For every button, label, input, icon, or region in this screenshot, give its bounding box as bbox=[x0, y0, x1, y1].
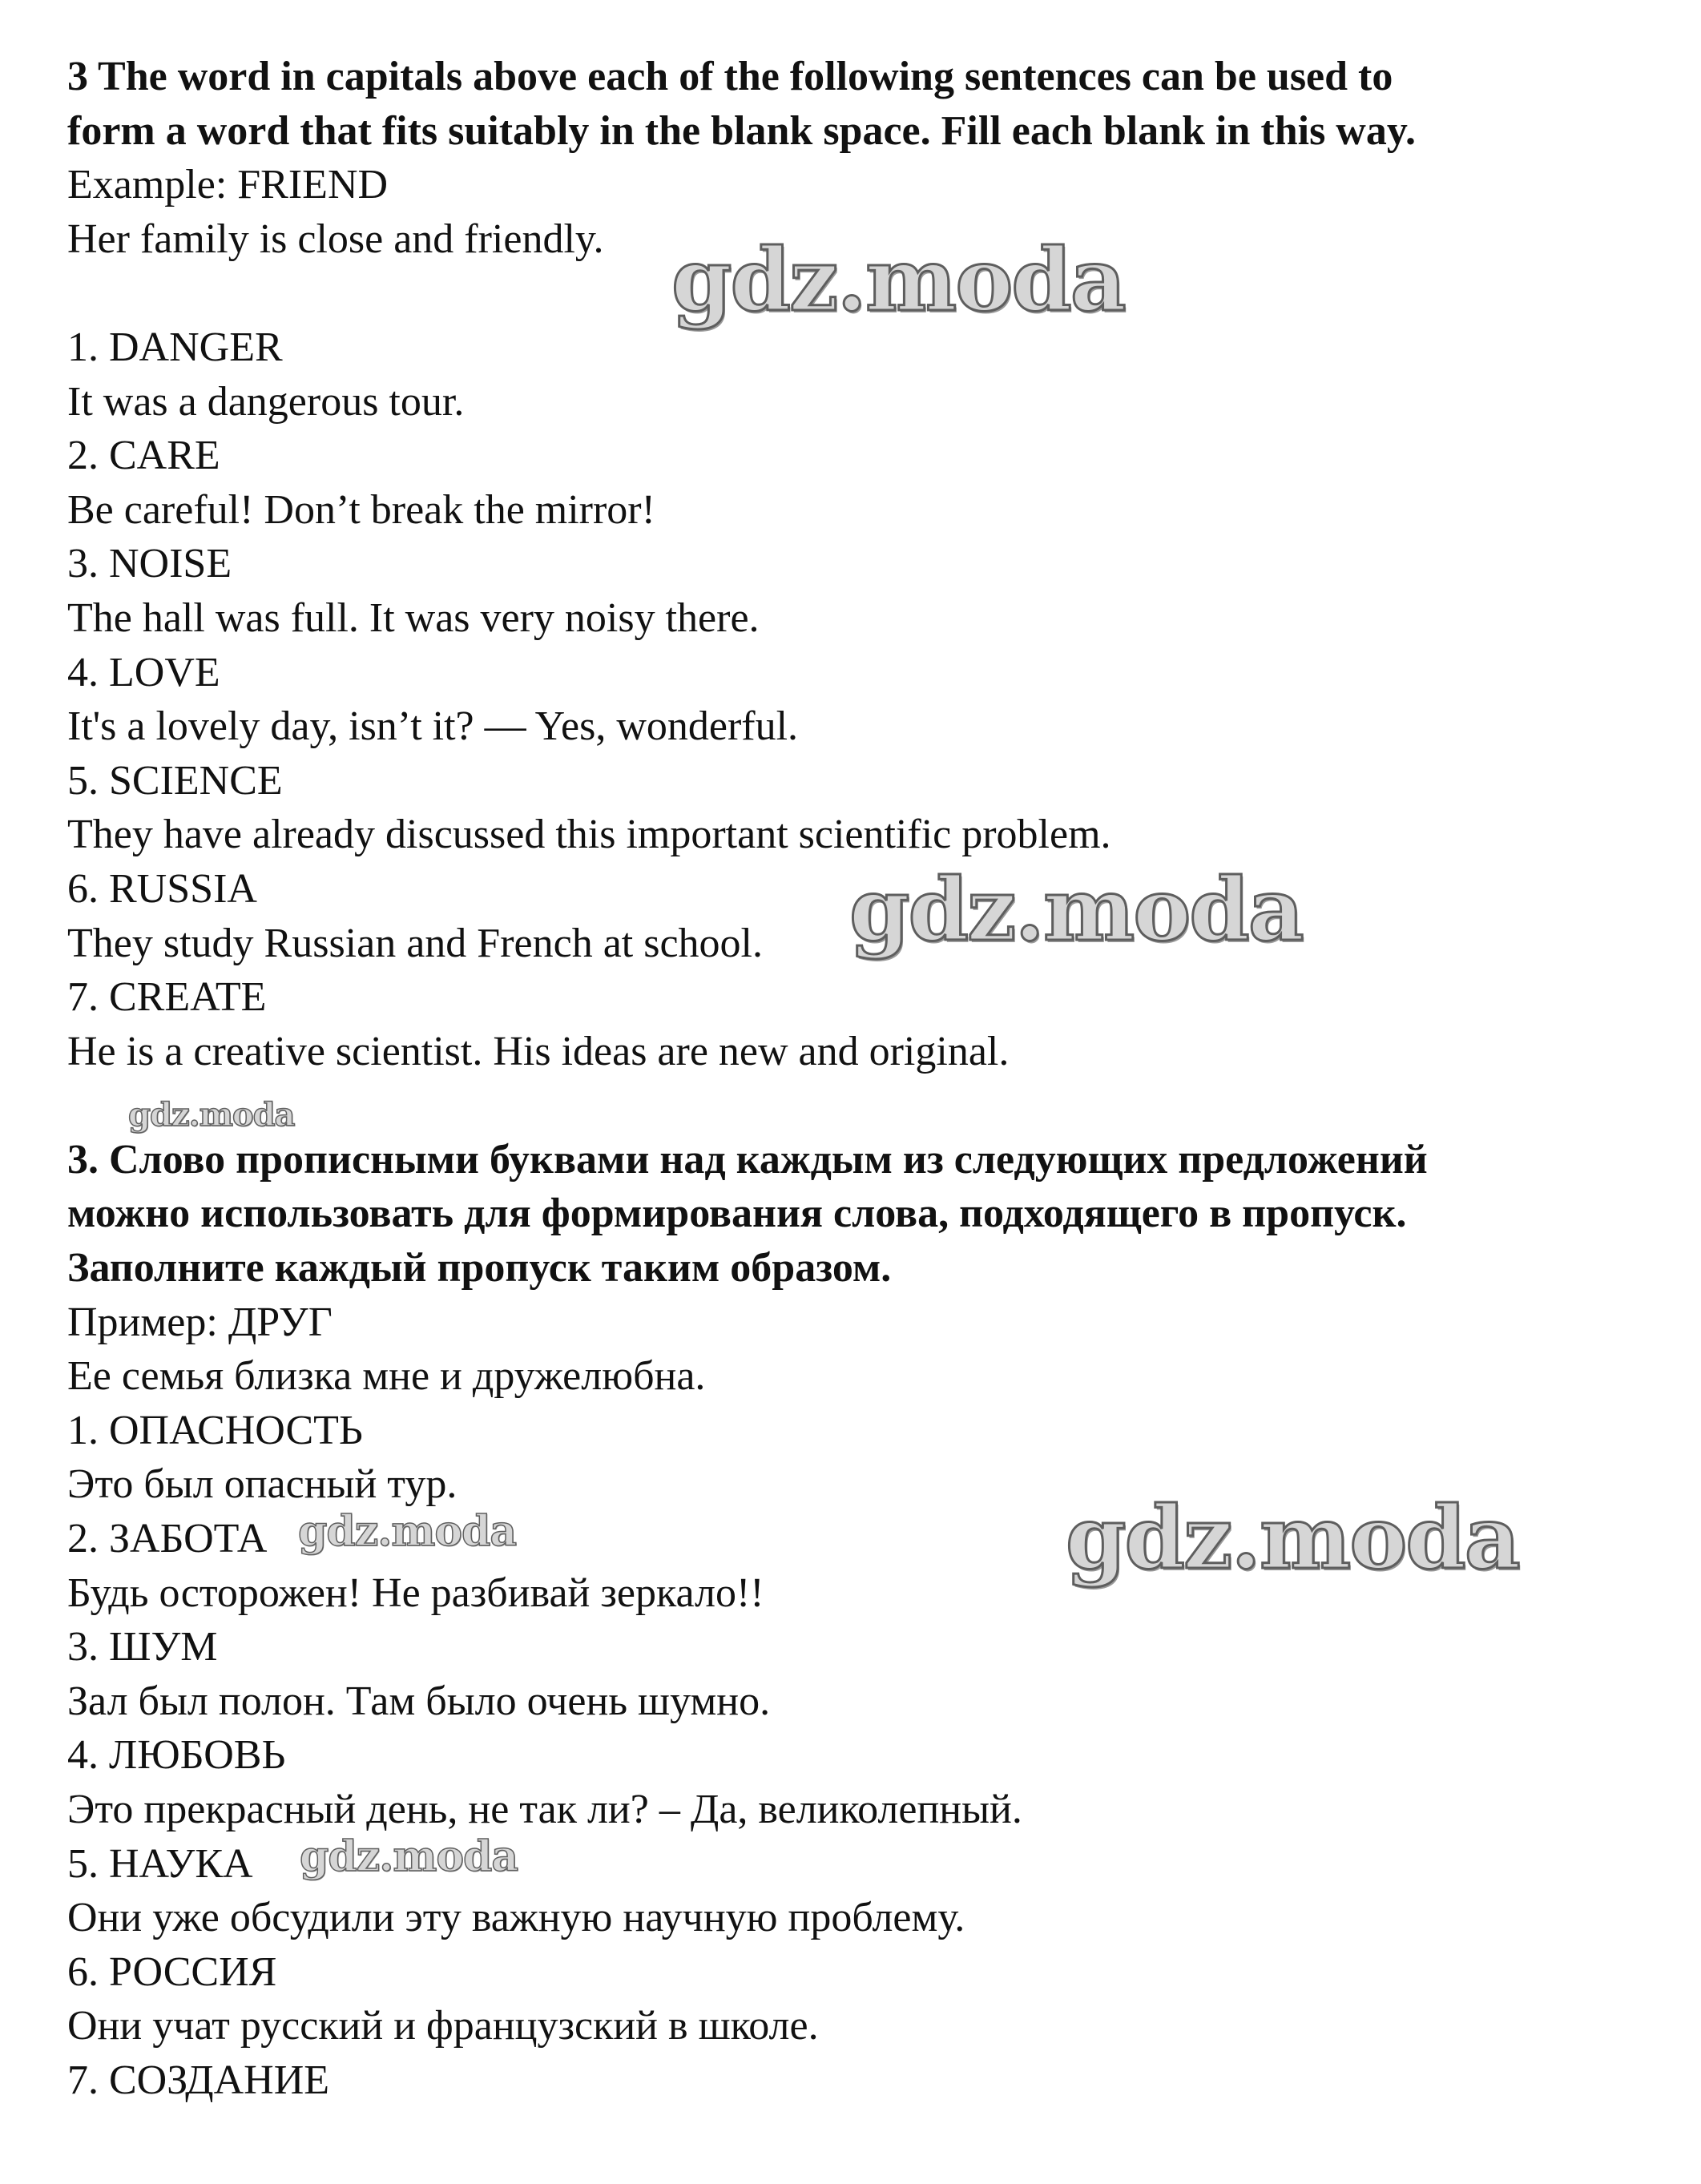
russian-item-6-word: 6. РОССИЯ bbox=[67, 1948, 277, 1995]
english-item-4-word: 4. LOVE bbox=[67, 649, 220, 695]
russian-heading-line-2: можно использовать для формирования слова, подходящего в пропуск. bbox=[67, 1191, 1407, 1237]
russian-item-3-word: 3. ШУМ bbox=[67, 1624, 218, 1670]
spacer bbox=[67, 1078, 1662, 1133]
watermark-logo: gdz.moda bbox=[298, 1507, 517, 1556]
watermark-logo: gdz.moda bbox=[671, 230, 1125, 331]
russian-item-6-sentence: Они учат русский и французский в школе. bbox=[67, 2003, 819, 2049]
russian-item-1-word: 1. ОПАСНОСТЬ bbox=[67, 1407, 363, 1453]
english-item-5-word: 5. SCIENCE bbox=[67, 757, 283, 804]
russian-example-label: Пример: ДРУГ bbox=[67, 1299, 333, 1345]
english-item-5-sentence: They have already discussed this important scientific problem. bbox=[67, 812, 1111, 858]
russian-heading-line-3: Заполните каждый пропуск таким образом. bbox=[67, 1245, 892, 1291]
english-item-7-word: 7. CREATE bbox=[67, 974, 267, 1021]
english-item-2-word: 2. CARE bbox=[67, 433, 220, 479]
russian-section bbox=[67, 1133, 1662, 2108]
english-item-6-sentence: They study Russian and French at school. bbox=[67, 920, 763, 966]
russian-item-2-sentence: Будь осторожен! Не разбивай зеркало!! bbox=[67, 1569, 764, 1616]
russian-item-2-word: 2. ЗАБОТА bbox=[67, 1516, 268, 1562]
watermark-logo: gdz.moda bbox=[849, 860, 1303, 961]
russian-item-7-word: 7. СОЗДАНИЕ bbox=[67, 2057, 330, 2103]
english-example-label: Example: FRIEND bbox=[67, 162, 389, 208]
english-item-2-sentence: Be careful! Don’t break the mirror! bbox=[67, 486, 655, 533]
russian-item-5-word: 5. НАУКА bbox=[67, 1840, 253, 1887]
english-item-1-sentence: It was a dangerous tour. bbox=[67, 378, 465, 425]
english-item-6-word: 6. RUSSIA bbox=[67, 865, 257, 912]
russian-item-3-sentence: Зал был полон. Там было очень шумно. bbox=[67, 1678, 771, 1724]
english-heading-line-2: form a word that fits suitably in the blank space. Fill each blank in this way. bbox=[67, 107, 1416, 154]
english-item-1-word: 1. DANGER bbox=[67, 324, 283, 370]
english-item-7-sentence: He is a creative scientist. His ideas are new and original. bbox=[67, 1028, 1010, 1074]
english-item-3-sentence: The hall was full. It was very noisy there. bbox=[67, 594, 760, 641]
watermark-logo: gdz.moda bbox=[128, 1096, 295, 1134]
english-example-sentence: Her family is close and friendly. bbox=[67, 216, 604, 262]
russian-item-4-word: 4. ЛЮБОВЬ bbox=[67, 1732, 286, 1779]
english-item-3-word: 3. NOISE bbox=[67, 541, 232, 587]
english-item-4-sentence: It's a lovely day, isn’t it? — Yes, wonderful. bbox=[67, 703, 799, 750]
watermark-logo: gdz.moda bbox=[300, 1832, 518, 1881]
russian-item-4-sentence: Это прекрасный день, не так ли? – Да, великолепный. bbox=[67, 1787, 1022, 1832]
english-section bbox=[67, 50, 1662, 1133]
english-heading-line-1: 3 The word in capitals above each of the following sentences can be used to bbox=[67, 54, 1393, 99]
russian-example-sentence: Ее семья близка мне и дружелюбна. bbox=[67, 1353, 706, 1400]
russian-item-5-sentence: Они уже обсудили эту важную научную проблему. bbox=[67, 1895, 965, 1941]
russian-heading-line-1: 3. Слово прописными буквами над каждым из следующих предложений bbox=[67, 1136, 1428, 1183]
russian-item-1-sentence: Это был опасный тур. bbox=[67, 1461, 457, 1508]
document-page bbox=[67, 50, 1662, 2108]
watermark-logo: gdz.moda bbox=[1066, 1488, 1519, 1589]
